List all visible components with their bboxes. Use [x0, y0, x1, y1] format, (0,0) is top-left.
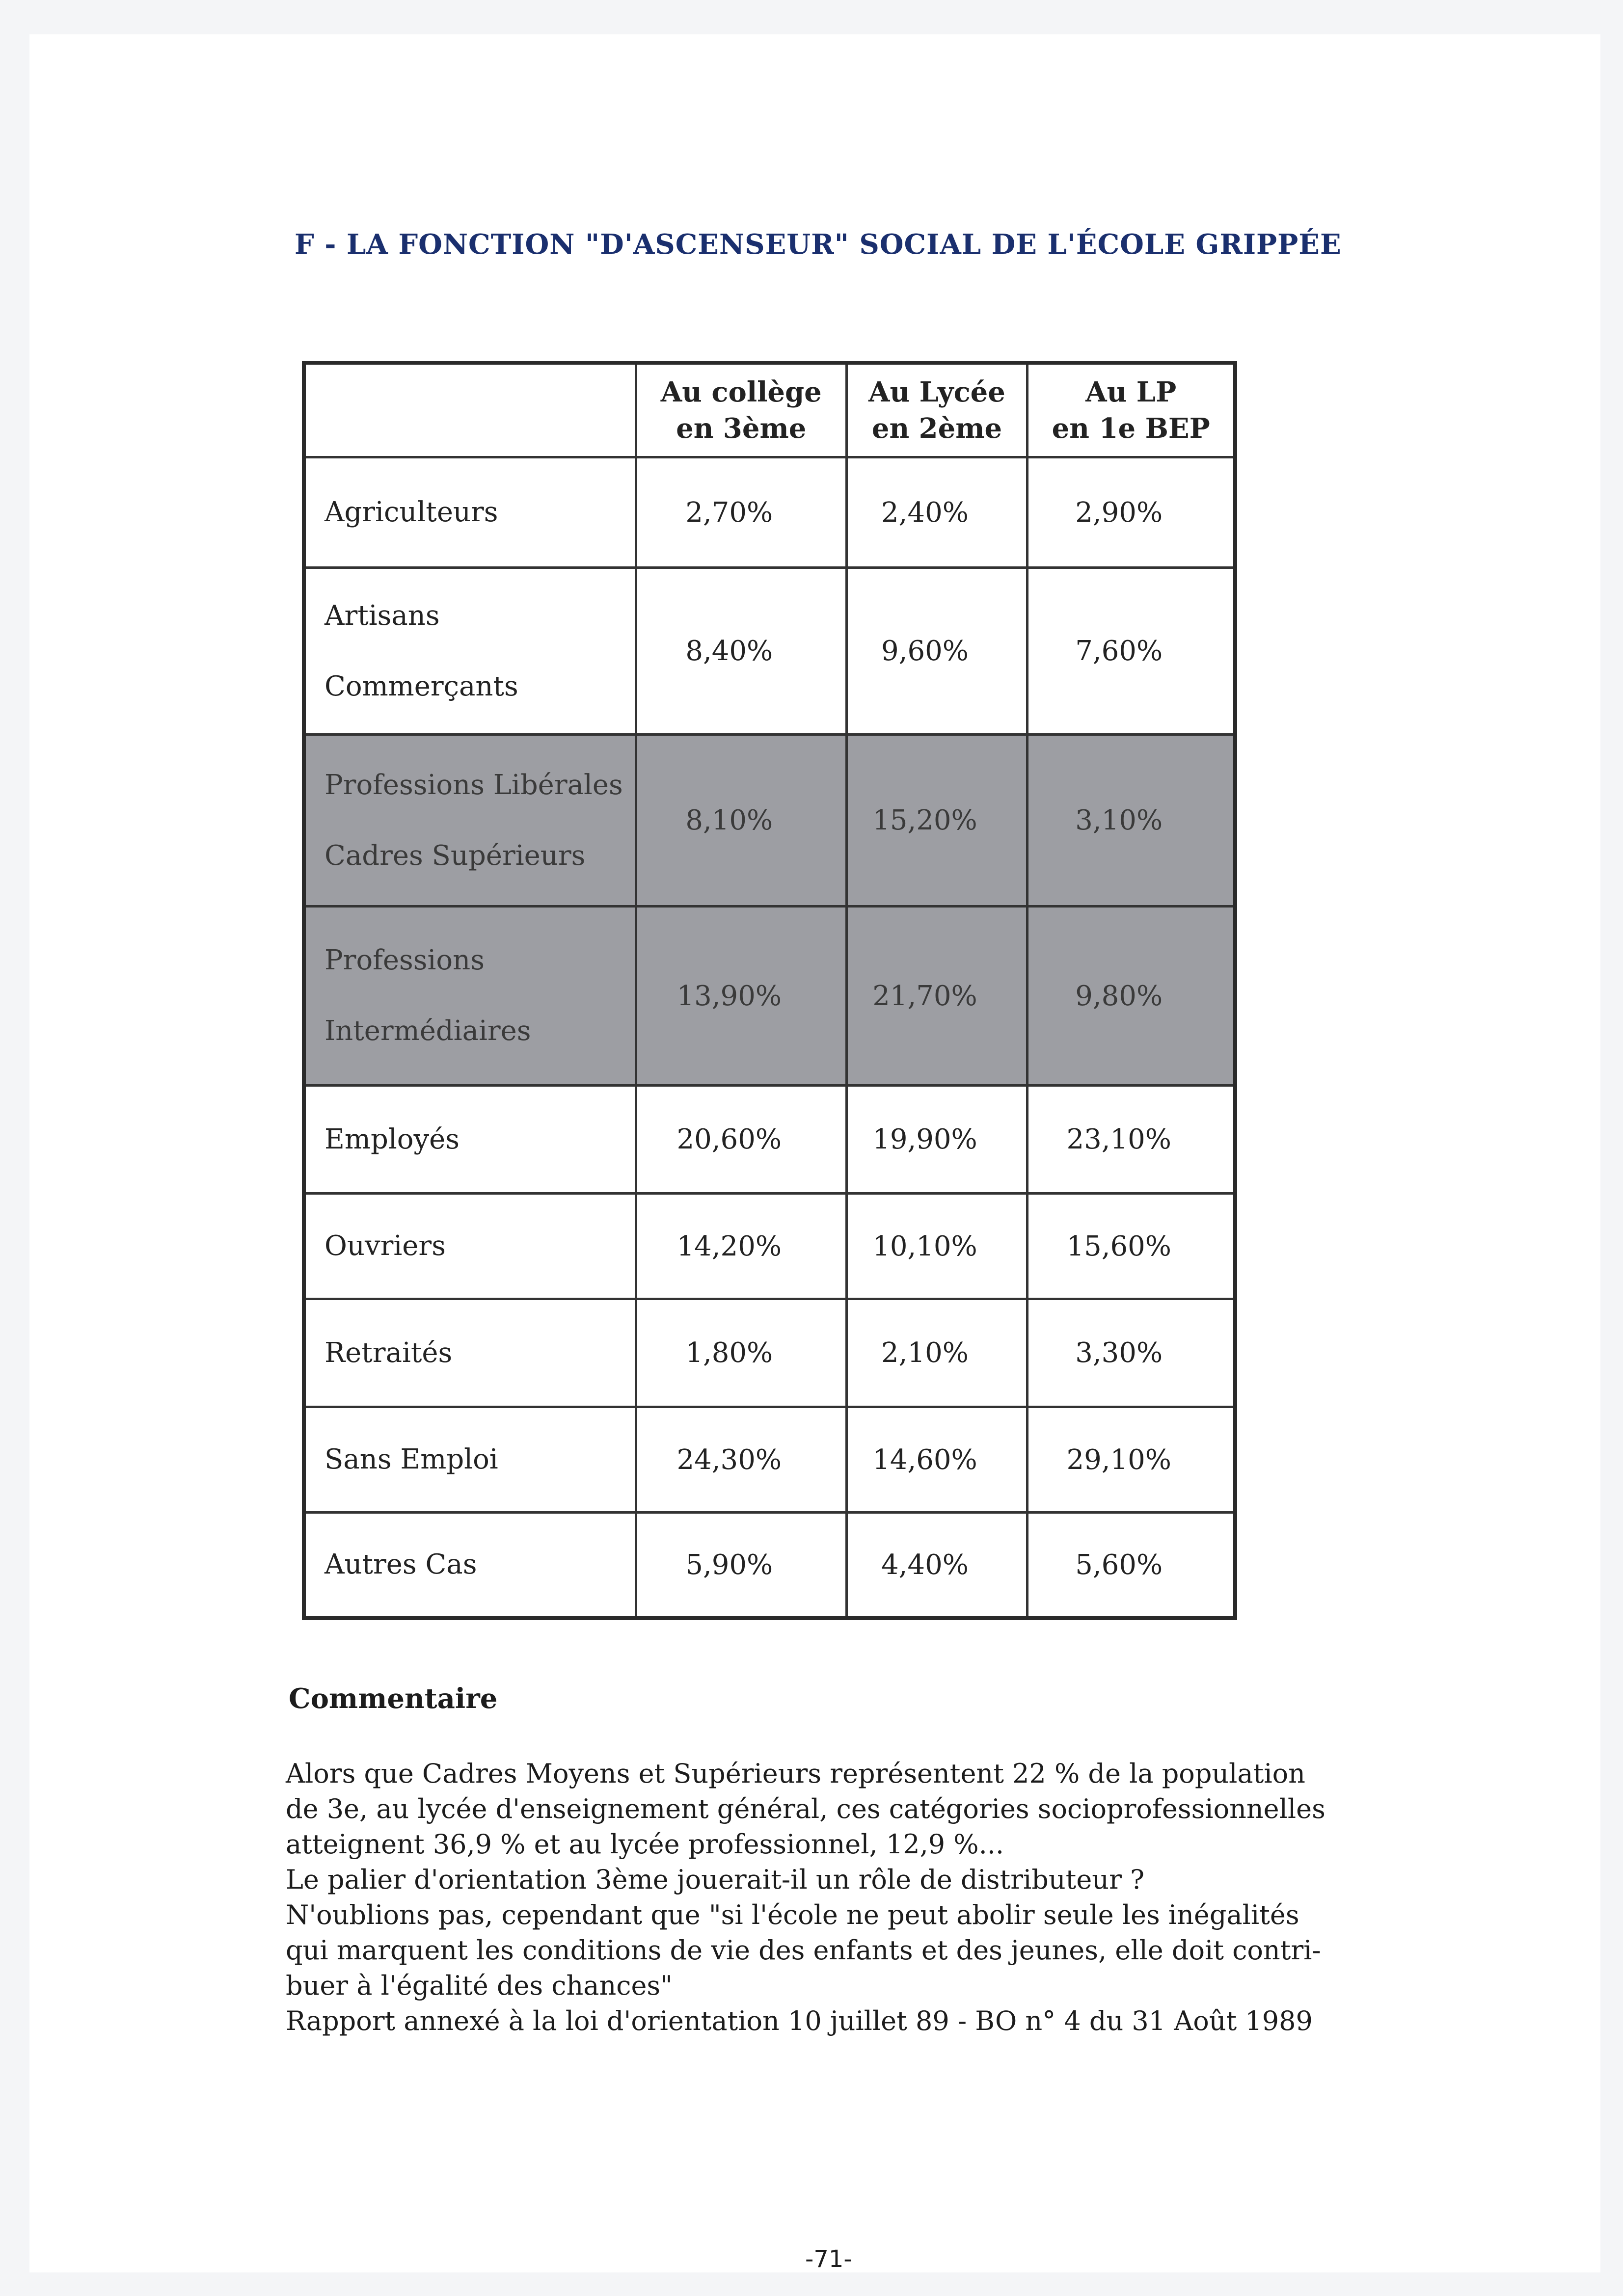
row-label: Autres Cas [304, 1513, 636, 1618]
table-row [304, 568, 1235, 735]
table-cell: 10,10% [846, 1194, 1028, 1299]
table-header-row [304, 363, 1235, 457]
table-cell: 9,60% [846, 568, 1028, 735]
table-cell: 23,10% [1028, 1086, 1235, 1194]
comment-line: de 3e, au lycée d'enseignement général, ces catégories socioprofessionnelles [286, 1793, 1325, 1824]
table-cell: 9,80% [1028, 907, 1235, 1086]
row-label: Retraités [304, 1299, 636, 1407]
table-cell: 1,80% [636, 1299, 847, 1407]
table-cell: 2,70% [636, 457, 847, 568]
comment-line: Alors que Cadres Moyens et Supérieurs représentent 22 % de la population [286, 1758, 1305, 1789]
row-label: Agriculteurs [304, 457, 636, 568]
table-row [304, 1407, 1235, 1513]
table-cell: 8,40% [636, 568, 847, 735]
row-label: Artisans Commerçants [304, 568, 636, 735]
comment-line: Le palier d'orientation 3ème jouerait-il un rôle de distributeur ? [286, 1864, 1145, 1895]
table-cell: 24,30% [636, 1407, 847, 1513]
table-cell: 5,60% [1028, 1513, 1235, 1618]
table-cell: 14,20% [636, 1194, 847, 1299]
table-cell: 2,40% [846, 457, 1028, 568]
table-row [304, 1513, 1235, 1618]
comment-line: buer à l'égalité des chances" [286, 1970, 673, 2001]
table-cell: 2,10% [846, 1299, 1028, 1407]
table-cell: 5,90% [636, 1513, 847, 1618]
table-cell: 7,60% [1028, 568, 1235, 735]
table-cell: 21,70% [846, 907, 1028, 1086]
table-cell: 2,90% [1028, 457, 1235, 568]
row-label: Ouvriers [304, 1194, 636, 1299]
page-number: -71- [805, 2245, 852, 2273]
header-college: Au collège en 3ème [636, 363, 847, 457]
table-cell: 29,10% [1028, 1407, 1235, 1513]
header-blank-cell [304, 363, 636, 457]
table-cell: 3,30% [1028, 1299, 1235, 1407]
table-row-shaded [304, 907, 1235, 1086]
comment-line: Rapport annexé à la loi d'orientation 10 juillet 89 - BO n° 4 du 31 Août 1989 [286, 2005, 1313, 2036]
table-cell: 20,60% [636, 1086, 847, 1194]
table-row-shaded [304, 735, 1235, 907]
row-label: Employés [304, 1086, 636, 1194]
comment-body [286, 1756, 1444, 2039]
row-label: Professions Intermédiaires [304, 907, 636, 1086]
table-cell: 3,10% [1028, 735, 1235, 907]
table-cell: 14,60% [846, 1407, 1028, 1513]
document-page [29, 34, 1600, 2272]
header-lycee: Au Lycée en 2ème [846, 363, 1028, 457]
table-cell: 19,90% [846, 1086, 1028, 1194]
comment-line: N'oublions pas, cependant que "si l'école ne peut abolir seule les inégalités [286, 1899, 1299, 1930]
table-row [304, 457, 1235, 568]
table-row [304, 1299, 1235, 1407]
table-cell: 15,20% [846, 735, 1028, 907]
comment-line: atteignent 36,9 % et au lycée professionnel, 12,9 %... [286, 1829, 1004, 1860]
table-cell: 4,40% [846, 1513, 1028, 1618]
row-label: Professions Libérales Cadres Supérieurs [304, 735, 636, 907]
data-table [302, 361, 1237, 1620]
header-lp: Au LP en 1e BEP [1028, 363, 1235, 457]
table-row [304, 1086, 1235, 1194]
row-label: Sans Emploi [304, 1407, 636, 1513]
comment-title: Commentaire [289, 1682, 498, 1715]
table-cell: 15,60% [1028, 1194, 1235, 1299]
table-row [304, 1194, 1235, 1299]
section-heading: F - LA FONCTION "D'ASCENSEUR" SOCIAL DE L'ÉCOLE GRIPPÉE [295, 228, 1342, 261]
table-cell: 13,90% [636, 907, 847, 1086]
comment-line: qui marquent les conditions de vie des enfants et des jeunes, elle doit contri- [286, 1935, 1321, 1966]
table-cell: 8,10% [636, 735, 847, 907]
